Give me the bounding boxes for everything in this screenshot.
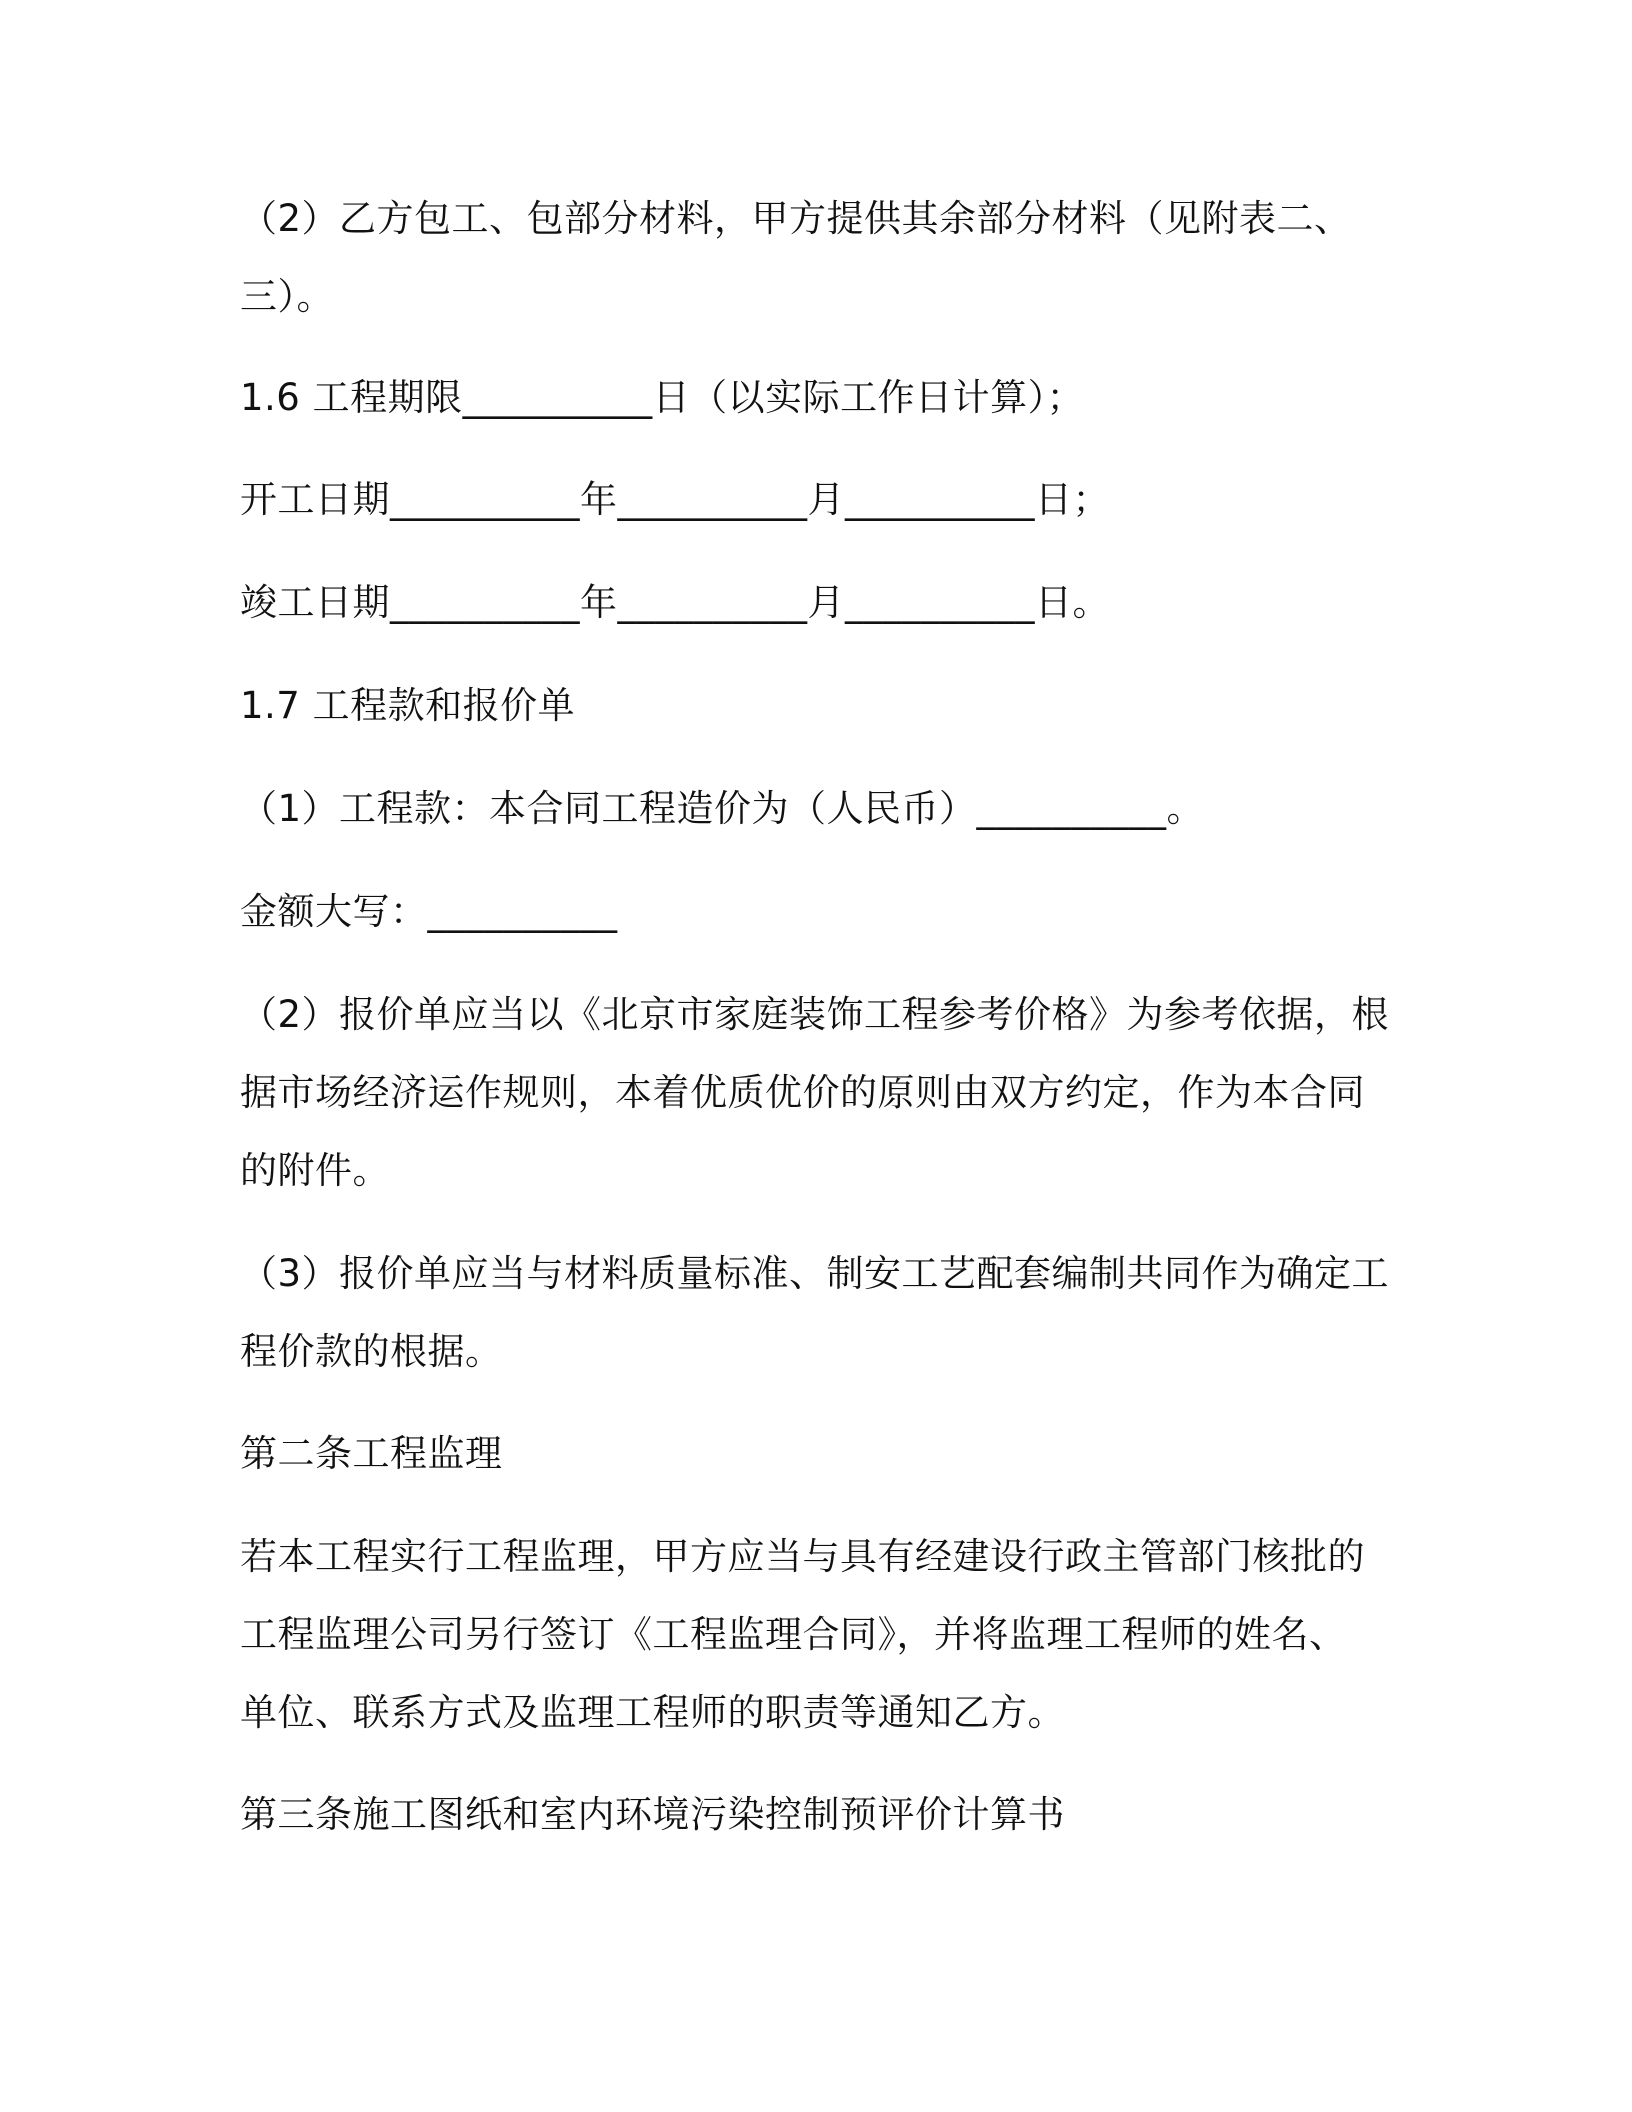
text-line: 程价款的根据。 bbox=[240, 1330, 503, 1373]
text-line: 竣工日期__________年__________月__________日。 bbox=[240, 581, 1110, 624]
text-line: 金额大写：__________ bbox=[240, 890, 618, 933]
text-line: 开工日期__________年__________月__________日； bbox=[240, 478, 1110, 521]
text-line: 若本工程实行工程监理，甲方应当与具有经建设行政主管部门核批的 bbox=[240, 1535, 1365, 1578]
section-heading: 1.7 工程款和报价单 bbox=[240, 684, 576, 727]
text-line: （2）报价单应当以《北京市家庭装饰工程参考价格》为参考依据，根 bbox=[240, 993, 1390, 1036]
text-line: 据市场经济运作规则，本着优质优价的原则由双方约定，作为本合同 bbox=[240, 1071, 1365, 1114]
text-line: 1.6 工程期限__________日（以实际工作日计算）； bbox=[240, 376, 1085, 419]
text-line: 单位、联系方式及监理工程师的职责等通知乙方。 bbox=[240, 1691, 1065, 1734]
section-heading: 第三条施工图纸和室内环境污染控制预评价计算书 bbox=[240, 1793, 1065, 1836]
text-line: 的附件。 bbox=[240, 1149, 390, 1192]
text-line: （2）乙方包工、包部分材料，甲方提供其余部分材料（见附表二、 bbox=[240, 197, 1352, 240]
text-line: （1）工程款：本合同工程造价为（人民币）__________。 bbox=[240, 787, 1205, 830]
section-heading: 第二条工程监理 bbox=[240, 1432, 503, 1475]
text-line: （3）报价单应当与材料质量标准、制安工艺配套编制共同作为确定工 bbox=[240, 1252, 1390, 1295]
text-line: 工程监理公司另行签订《工程监理合同》，并将监理工程师的姓名、 bbox=[240, 1613, 1347, 1656]
text-line: 三）。 bbox=[240, 275, 334, 318]
